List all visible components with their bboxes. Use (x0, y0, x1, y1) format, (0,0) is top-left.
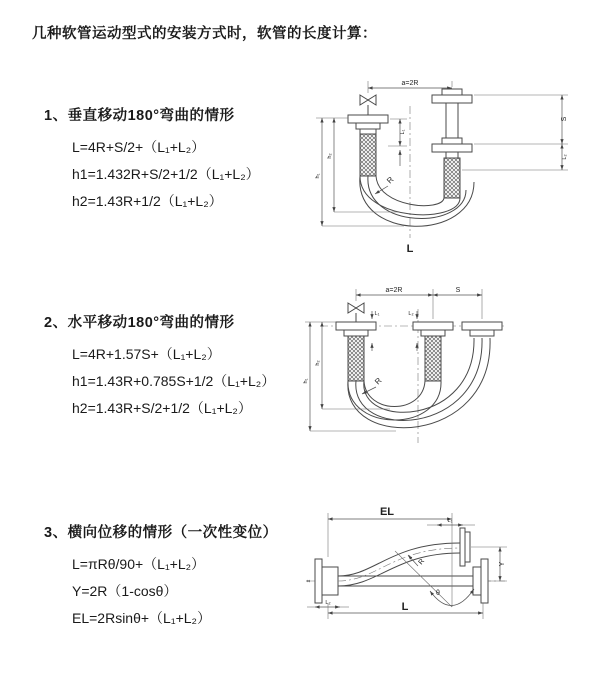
dim-label-h1: h₁ (315, 173, 321, 179)
dim-label-a: a=2R (385, 287, 403, 294)
diagram-vertical-180 (300, 72, 590, 257)
radius-label: R (417, 557, 427, 567)
formula-list (72, 341, 275, 422)
middle-flange (413, 322, 453, 336)
dim-label-l1: L₁ (374, 311, 380, 317)
dim-label-h2: h₂ (315, 360, 321, 366)
valve-icon (360, 95, 376, 105)
dim-label-s: S (455, 287, 461, 294)
right-flange-lower (432, 138, 472, 158)
dim-label-s: S (561, 116, 568, 122)
dim-label-y: Y (499, 561, 506, 567)
datum-mark: x̄ (306, 579, 312, 583)
section-heading: 3、横向位移的情形（一次性变位） (44, 525, 278, 541)
dim-label-l1: L₁ (400, 129, 406, 135)
dim-label-a: a=2R (401, 80, 419, 87)
braided-hose-left (348, 336, 364, 381)
right-flange (462, 322, 502, 336)
dim-label-l2: L₂ (408, 311, 414, 317)
formula-line: L=πRθ/90+（L₁+L₂） (72, 556, 206, 572)
formula-list (72, 551, 278, 632)
dim-label-l2: L₂ (325, 600, 331, 606)
straight-pipe (338, 576, 473, 586)
formula-line: L=4R+S/2+（L₁+L₂） (72, 139, 206, 155)
page-title: 几种软管运动型式的安装方式时，软管的长度计算： (32, 26, 377, 42)
braided-hose-left (360, 134, 376, 176)
formula-line: h1=1.43R+0.785S+1/2（L₁+L₂） (72, 373, 276, 389)
section-heading: 2、水平移动180°弯曲的情形 (44, 315, 235, 331)
diagram-horizontal-180 (300, 281, 590, 471)
section-heading: 1、垂直移动180°弯曲的情形 (44, 108, 235, 124)
right-flange (473, 559, 488, 603)
dim-label-h1: h₁ (303, 378, 309, 384)
angle-label: θ (436, 590, 440, 597)
length-label: L (406, 243, 414, 255)
dim-label-l2: L₂ (562, 154, 568, 160)
dim-label-el: EL (379, 506, 395, 518)
valve-icon (348, 303, 364, 313)
left-flange (348, 115, 388, 134)
upper-flange (460, 528, 470, 566)
left-flange (315, 559, 338, 603)
technical-drawing-2 (300, 281, 590, 471)
formula-list (72, 134, 260, 215)
right-flange-upper (432, 89, 472, 138)
hose-u-bend (348, 338, 490, 428)
section-lateral-displacement (44, 521, 278, 632)
formula-line: EL=2Rsinθ+（L₁+L₂） (72, 610, 211, 626)
technical-drawing-3 (295, 495, 595, 665)
left-flange (336, 322, 376, 336)
radius-label: R (373, 376, 384, 387)
formula-line: h1=1.432R+S/2+1/2（L₁+L₂） (72, 166, 260, 182)
formula-line: L=4R+1.57S+（L₁+L₂） (72, 346, 221, 362)
formula-line: h2=1.43R+1/2（L₁+L₂） (72, 193, 223, 209)
dim-label-l1: L₁ (447, 518, 453, 524)
section-horizontal-180 (44, 311, 275, 422)
braided-hose-middle (425, 336, 441, 381)
dim-label-h2: h₂ (327, 153, 333, 159)
dim-label-l: L (401, 601, 409, 613)
section-vertical-180 (44, 104, 260, 215)
formula-line: Y=2R（1-cosθ） (72, 583, 178, 599)
formula-line: h2=1.43R+S/2+1/2（L₁+L₂） (72, 400, 252, 416)
technical-drawing-1 (300, 72, 590, 257)
radius-label: R (385, 175, 396, 186)
diagram-lateral-displacement (295, 495, 595, 665)
braided-hose-right (444, 158, 460, 198)
